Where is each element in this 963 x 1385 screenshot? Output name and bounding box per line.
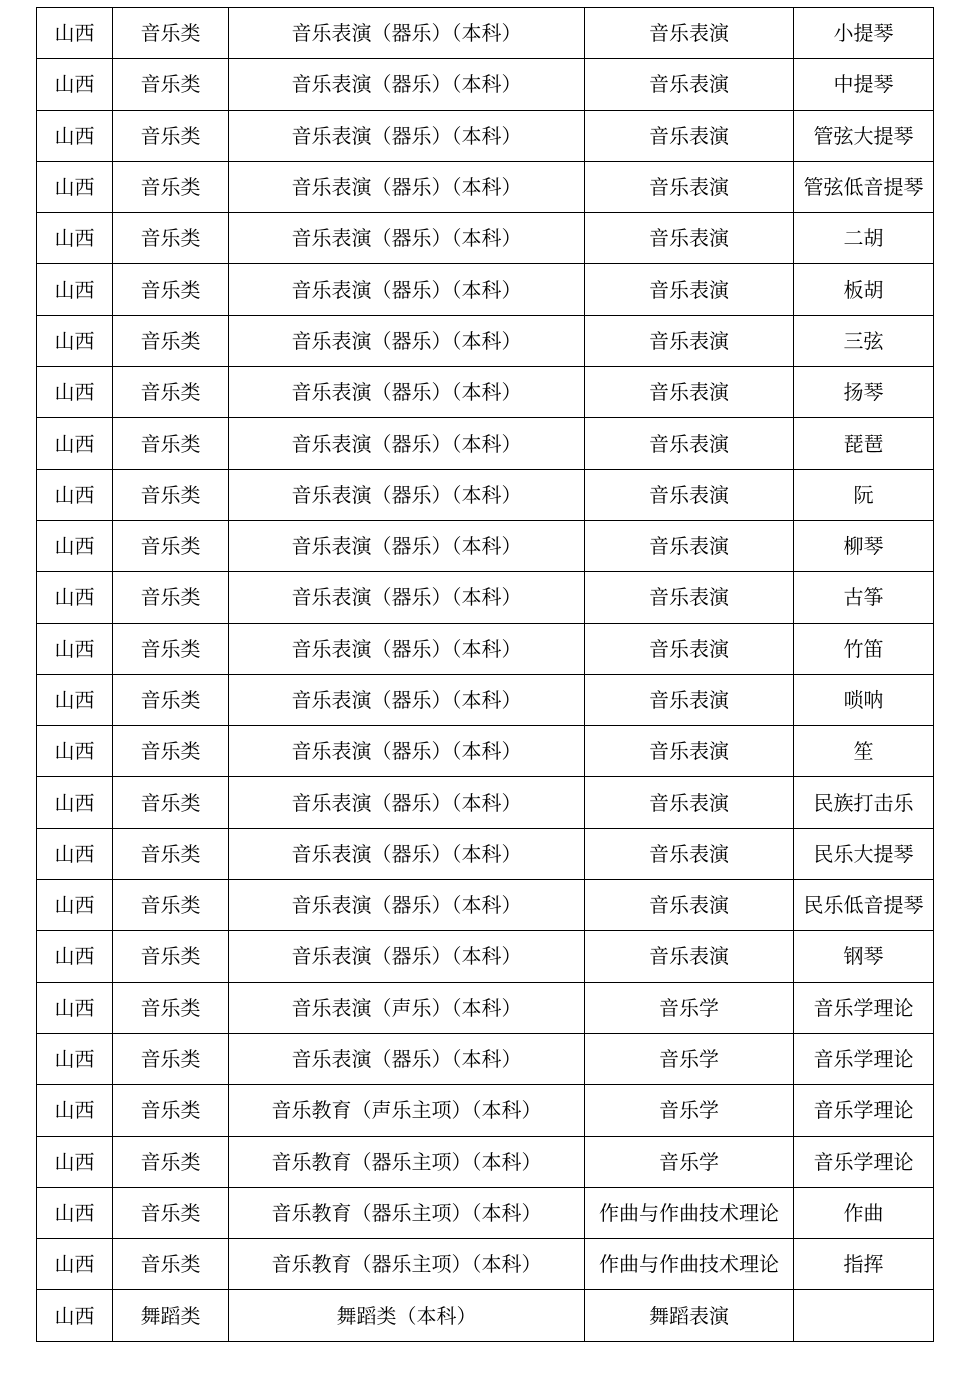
exam-major-cell: 音乐表演 xyxy=(585,931,794,982)
exam-direction-cell: 音乐学理论 xyxy=(794,1085,934,1136)
table-row xyxy=(37,520,934,571)
table-row xyxy=(37,880,934,931)
exam-major-cell: 音乐表演 xyxy=(585,674,794,725)
major-cell: 音乐表演（器乐）（本科） xyxy=(229,264,585,315)
exam-major-cell: 作曲与作曲技术理论 xyxy=(585,1239,794,1290)
table-row xyxy=(37,726,934,777)
table-row xyxy=(37,367,934,418)
exam-major-cell: 音乐表演 xyxy=(585,726,794,777)
exam-direction-cell: 民乐低音提琴 xyxy=(794,880,934,931)
table-row xyxy=(37,469,934,520)
exam-major-cell: 音乐表演 xyxy=(585,828,794,879)
table-row xyxy=(37,161,934,212)
province-cell: 山西 xyxy=(37,8,113,59)
province-cell: 山西 xyxy=(37,264,113,315)
category-cell: 音乐类 xyxy=(113,726,229,777)
major-cell: 音乐表演（器乐）（本科） xyxy=(229,931,585,982)
exam-direction-cell: 琵琶 xyxy=(794,418,934,469)
major-cell: 音乐表演（器乐）（本科） xyxy=(229,213,585,264)
major-cell: 音乐表演（器乐）（本科） xyxy=(229,315,585,366)
table-row xyxy=(37,1239,934,1290)
province-cell: 山西 xyxy=(37,161,113,212)
table-row xyxy=(37,8,934,59)
exam-direction-cell: 钢琴 xyxy=(794,931,934,982)
category-cell: 音乐类 xyxy=(113,469,229,520)
exam-major-cell: 音乐学 xyxy=(585,1033,794,1084)
exam-major-cell: 音乐表演 xyxy=(585,315,794,366)
category-cell: 音乐类 xyxy=(113,931,229,982)
category-cell: 音乐类 xyxy=(113,8,229,59)
exam-major-cell: 作曲与作曲技术理论 xyxy=(585,1187,794,1238)
exam-direction-cell: 音乐学理论 xyxy=(794,1033,934,1084)
major-cell: 音乐表演（器乐）（本科） xyxy=(229,520,585,571)
major-cell: 音乐表演（器乐）（本科） xyxy=(229,59,585,110)
major-cell: 音乐教育（器乐主项）（本科） xyxy=(229,1187,585,1238)
exam-direction-cell: 民乐大提琴 xyxy=(794,828,934,879)
major-cell: 音乐表演（器乐）（本科） xyxy=(229,8,585,59)
category-cell: 音乐类 xyxy=(113,880,229,931)
province-cell: 山西 xyxy=(37,469,113,520)
province-cell: 山西 xyxy=(37,367,113,418)
exam-major-cell: 音乐表演 xyxy=(585,520,794,571)
major-cell: 音乐表演（器乐）（本科） xyxy=(229,572,585,623)
exam-major-cell: 音乐表演 xyxy=(585,8,794,59)
table-row xyxy=(37,982,934,1033)
exam-direction-cell: 二胡 xyxy=(794,213,934,264)
province-cell: 山西 xyxy=(37,623,113,674)
category-cell: 音乐类 xyxy=(113,161,229,212)
exam-major-cell: 音乐表演 xyxy=(585,213,794,264)
exam-major-cell: 音乐学 xyxy=(585,1085,794,1136)
category-cell: 音乐类 xyxy=(113,1187,229,1238)
major-cell: 音乐表演（器乐）（本科） xyxy=(229,110,585,161)
table-row xyxy=(37,828,934,879)
exam-direction-cell: 管弦大提琴 xyxy=(794,110,934,161)
exam-direction-cell: 古筝 xyxy=(794,572,934,623)
province-cell: 山西 xyxy=(37,213,113,264)
data-table xyxy=(36,7,934,1342)
province-cell: 山西 xyxy=(37,1187,113,1238)
category-cell: 音乐类 xyxy=(113,1033,229,1084)
major-cell: 音乐教育（器乐主项）（本科） xyxy=(229,1136,585,1187)
exam-major-cell: 音乐表演 xyxy=(585,777,794,828)
province-cell: 山西 xyxy=(37,880,113,931)
table-row xyxy=(37,110,934,161)
category-cell: 音乐类 xyxy=(113,315,229,366)
province-cell: 山西 xyxy=(37,520,113,571)
province-cell: 山西 xyxy=(37,315,113,366)
exam-major-cell: 音乐表演 xyxy=(585,110,794,161)
major-cell: 音乐表演（器乐）（本科） xyxy=(229,367,585,418)
exam-major-cell: 音乐表演 xyxy=(585,161,794,212)
table-row xyxy=(37,1187,934,1238)
exam-major-cell: 音乐表演 xyxy=(585,880,794,931)
category-cell: 音乐类 xyxy=(113,1239,229,1290)
major-cell: 音乐教育（声乐主项）（本科） xyxy=(229,1085,585,1136)
exam-major-cell: 音乐表演 xyxy=(585,572,794,623)
exam-direction-cell: 竹笛 xyxy=(794,623,934,674)
exam-direction-cell: 柳琴 xyxy=(794,520,934,571)
exam-direction-cell: 指挥 xyxy=(794,1239,934,1290)
table-row xyxy=(37,1136,934,1187)
category-cell: 音乐类 xyxy=(113,213,229,264)
table-row xyxy=(37,777,934,828)
category-cell: 音乐类 xyxy=(113,572,229,623)
province-cell: 山西 xyxy=(37,828,113,879)
exam-major-cell: 音乐表演 xyxy=(585,264,794,315)
category-cell: 音乐类 xyxy=(113,418,229,469)
province-cell: 山西 xyxy=(37,1085,113,1136)
province-cell: 山西 xyxy=(37,777,113,828)
major-cell: 音乐表演（器乐）（本科） xyxy=(229,418,585,469)
table-row xyxy=(37,213,934,264)
exam-direction-cell: 阮 xyxy=(794,469,934,520)
major-cell: 音乐表演（器乐）（本科） xyxy=(229,161,585,212)
province-cell: 山西 xyxy=(37,1136,113,1187)
exam-major-cell: 音乐表演 xyxy=(585,623,794,674)
exam-major-cell: 音乐学 xyxy=(585,982,794,1033)
exam-direction-cell: 音乐学理论 xyxy=(794,982,934,1033)
table-row xyxy=(37,264,934,315)
category-cell: 音乐类 xyxy=(113,367,229,418)
major-cell: 音乐表演（器乐）（本科） xyxy=(229,1033,585,1084)
major-cell: 音乐表演（器乐）（本科） xyxy=(229,880,585,931)
category-cell: 音乐类 xyxy=(113,520,229,571)
exam-major-cell: 音乐表演 xyxy=(585,418,794,469)
province-cell: 山西 xyxy=(37,726,113,777)
table-body xyxy=(37,8,934,1342)
major-cell: 音乐表演（声乐）（本科） xyxy=(229,982,585,1033)
exam-major-cell: 音乐表演 xyxy=(585,367,794,418)
category-cell: 音乐类 xyxy=(113,674,229,725)
exam-major-cell: 音乐表演 xyxy=(585,59,794,110)
category-cell: 音乐类 xyxy=(113,1085,229,1136)
table-row xyxy=(37,418,934,469)
table-row xyxy=(37,59,934,110)
table-row xyxy=(37,931,934,982)
category-cell: 音乐类 xyxy=(113,982,229,1033)
table-row xyxy=(37,1290,934,1341)
major-cell: 音乐表演（器乐）（本科） xyxy=(229,623,585,674)
exam-direction-cell: 扬琴 xyxy=(794,367,934,418)
province-cell: 山西 xyxy=(37,110,113,161)
major-cell: 音乐表演（器乐）（本科） xyxy=(229,726,585,777)
province-cell: 山西 xyxy=(37,982,113,1033)
category-cell: 音乐类 xyxy=(113,264,229,315)
major-cell: 音乐表演（器乐）（本科） xyxy=(229,674,585,725)
category-cell: 音乐类 xyxy=(113,828,229,879)
category-cell: 音乐类 xyxy=(113,59,229,110)
category-cell: 音乐类 xyxy=(113,777,229,828)
exam-direction-cell: 三弦 xyxy=(794,315,934,366)
province-cell: 山西 xyxy=(37,418,113,469)
exam-major-cell: 音乐表演 xyxy=(585,469,794,520)
exam-direction-cell: 板胡 xyxy=(794,264,934,315)
exam-major-cell: 音乐学 xyxy=(585,1136,794,1187)
table-row xyxy=(37,1033,934,1084)
table-row xyxy=(37,1085,934,1136)
province-cell: 山西 xyxy=(37,931,113,982)
exam-direction-cell: 管弦低音提琴 xyxy=(794,161,934,212)
category-cell: 音乐类 xyxy=(113,1136,229,1187)
exam-direction-cell: 作曲 xyxy=(794,1187,934,1238)
major-cell: 音乐表演（器乐）（本科） xyxy=(229,469,585,520)
category-cell: 音乐类 xyxy=(113,623,229,674)
category-cell: 音乐类 xyxy=(113,110,229,161)
province-cell: 山西 xyxy=(37,59,113,110)
exam-direction-cell: 中提琴 xyxy=(794,59,934,110)
major-cell: 音乐教育（器乐主项）（本科） xyxy=(229,1239,585,1290)
province-cell: 山西 xyxy=(37,572,113,623)
table-row xyxy=(37,572,934,623)
exam-direction-cell xyxy=(794,1290,934,1341)
exam-direction-cell: 民族打击乐 xyxy=(794,777,934,828)
exam-direction-cell: 音乐学理论 xyxy=(794,1136,934,1187)
exam-direction-cell: 唢呐 xyxy=(794,674,934,725)
exam-direction-cell: 小提琴 xyxy=(794,8,934,59)
province-cell: 山西 xyxy=(37,674,113,725)
major-cell: 音乐表演（器乐）（本科） xyxy=(229,777,585,828)
province-cell: 山西 xyxy=(37,1239,113,1290)
table-row xyxy=(37,623,934,674)
table-row xyxy=(37,315,934,366)
exam-direction-cell: 笙 xyxy=(794,726,934,777)
major-cell: 音乐表演（器乐）（本科） xyxy=(229,828,585,879)
table-row xyxy=(37,674,934,725)
category-cell: 舞蹈类 xyxy=(113,1290,229,1341)
major-cell: 舞蹈类（本科） xyxy=(229,1290,585,1341)
exam-major-cell: 舞蹈表演 xyxy=(585,1290,794,1341)
province-cell: 山西 xyxy=(37,1033,113,1084)
province-cell: 山西 xyxy=(37,1290,113,1341)
